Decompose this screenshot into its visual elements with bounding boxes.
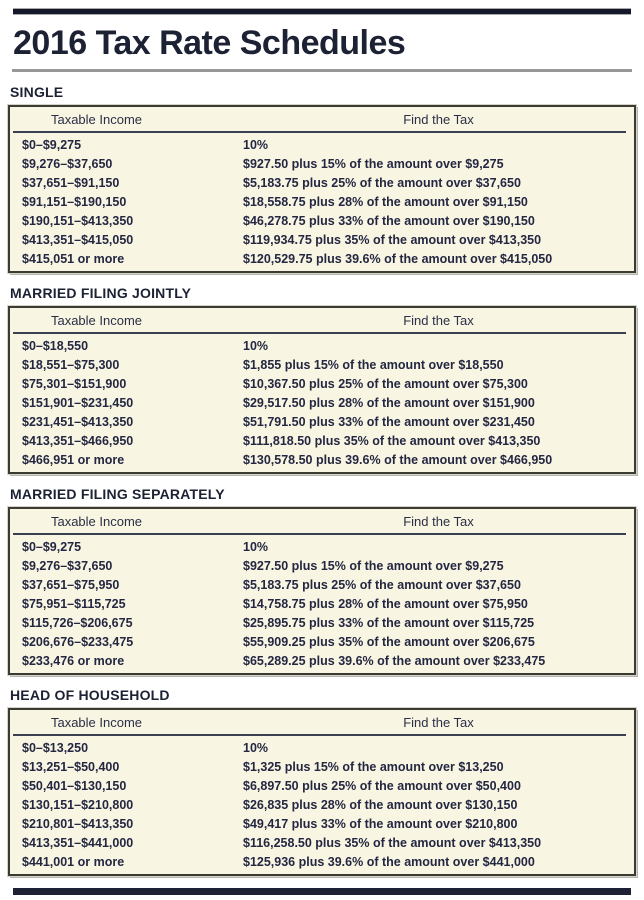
table-row [10,250,634,269]
table-row [10,432,634,451]
table-header-row [10,509,634,533]
income-range-cell: $0–$9,275 [22,540,82,554]
income-range-cell: $0–$9,275 [22,138,82,152]
tax-formula-cell: $1,325 plus 15% of the amount over $13,250 [243,760,504,774]
table-row [10,739,634,758]
income-range-cell: $37,651–$75,950 [22,578,120,592]
table-header-row [10,308,634,332]
income-range-cell: $130,151–$210,800 [22,798,134,812]
column-header-taxable-income: Taxable Income [50,312,143,328]
income-range-cell: $75,951–$115,725 [22,597,126,611]
tax-formula-cell: $120,529.75 plus 39.6% of the amount over $415,050 [243,252,553,266]
table-row [10,758,634,777]
table-row [10,633,634,652]
table-row [10,231,634,250]
tax-formula-cell: 10% [243,339,269,353]
schedule-married-filing-separately [8,486,636,675]
table-row [10,413,634,432]
table-row [10,193,634,212]
table-row [10,394,634,413]
income-range-cell: $413,351–$441,000 [22,836,134,850]
tax-formula-cell: $49,417 plus 33% of the amount over $210,800 [243,817,518,831]
tax-formula-cell: 10% [243,741,269,755]
tax-formula-cell: $51,791.50 plus 33% of the amount over $231,450 [243,415,535,429]
income-range-cell: $206,676–$233,475 [22,635,134,649]
table-row [10,136,634,155]
income-range-cell: $413,351–$415,050 [22,233,134,247]
tax-formula-cell: $927.50 plus 15% of the amount over $9,275 [243,157,504,171]
table-body [10,535,634,673]
tax-formula-cell: $111,818.50 plus 35% of the amount over $413,350 [243,434,541,448]
tax-formula-cell: $14,758.75 plus 28% of the amount over $75,950 [243,597,528,611]
tax-schedule-page [0,8,644,900]
income-range-cell: $210,801–$413,350 [22,817,134,831]
table-row [10,375,634,394]
page-title: 2016 Tax Rate Schedules [13,24,406,62]
income-range-cell: $466,951 or more [22,453,125,467]
tax-formula-cell: $116,258.50 plus 35% of the amount over $413,350 [243,836,542,850]
tax-formula-cell: $5,183.75 plus 25% of the amount over $37,650 [243,578,521,592]
income-range-cell: $75,301–$151,900 [22,377,127,391]
tax-formula-cell: $18,558.75 plus 28% of the amount over $91,150 [243,195,528,209]
tax-formula-cell: $10,367.50 plus 25% of the amount over $75,300 [243,377,528,391]
table-row [10,834,634,853]
table-row [10,853,634,872]
column-header-taxable-income: Taxable Income [50,111,143,127]
income-range-cell: $13,251–$50,400 [22,760,120,774]
table-row [10,796,634,815]
section-heading-single: SINGLE [10,84,64,100]
tax-formula-cell: $1,855 plus 15% of the amount over $18,550 [243,358,504,372]
tax-formula-cell: $6,897.50 plus 25% of the amount over $50,400 [243,779,521,793]
income-range-cell: $50,401–$130,150 [22,779,127,793]
table-row [10,576,634,595]
table-body [10,133,634,271]
section-heading-head-of-household: HEAD OF HOUSEHOLD [10,687,170,703]
table-row [10,595,634,614]
table-row [10,451,634,470]
table-row [10,557,634,576]
income-range-cell: $115,726–$206,675 [22,616,133,630]
schedule-single [8,84,636,273]
tax-formula-cell: $25,895.75 plus 33% of the amount over $115,725 [243,616,535,630]
income-range-cell: $231,451–$413,350 [22,415,134,429]
tax-formula-cell: $46,278.75 plus 33% of the amount over $190,150 [243,214,535,228]
table-row [10,614,634,633]
column-header-find-the-tax: Find the Tax [403,714,474,730]
table-row [10,212,634,231]
table-row [10,777,634,796]
tax-formula-cell: $26,835 plus 28% of the amount over $130,150 [243,798,518,812]
income-range-cell: $415,051 or more [22,252,125,266]
income-range-cell: $37,651–$91,150 [22,176,120,190]
schedule-married-filing-jointly [8,285,636,474]
tax-table-married-filing-jointly [8,306,636,474]
income-range-cell: $91,151–$190,150 [22,195,127,209]
table-row [10,337,634,356]
tax-formula-cell: $55,909.25 plus 35% of the amount over $206,675 [243,635,535,649]
top-rule-bar [13,8,631,15]
income-range-cell: $441,001 or more [22,855,125,869]
table-row [10,815,634,834]
bottom-rule-bar [13,888,631,895]
tax-formula-cell: $29,517.50 plus 28% of the amount over $151,900 [243,396,535,410]
income-range-cell: $151,901–$231,450 [22,396,134,410]
tax-formula-cell: 10% [243,138,269,152]
income-range-cell: $0–$13,250 [22,741,89,755]
income-range-cell: $9,276–$37,650 [22,157,113,171]
tax-formula-cell: $65,289.25 plus 39.6% of the amount over $233,475 [243,654,546,668]
tax-table-head-of-household [8,708,636,876]
table-body [10,736,634,874]
tax-formula-cell: $125,936 plus 39.6% of the amount over $441,000 [243,855,535,869]
table-header-row [10,107,634,131]
tax-formula-cell: $5,183.75 plus 25% of the amount over $37,650 [243,176,521,190]
table-header-row [10,710,634,734]
table-row [10,652,634,671]
table-row [10,356,634,375]
tax-table-single [8,105,636,273]
income-range-cell: $18,551–$75,300 [22,358,120,372]
tax-formula-cell: $130,578.50 plus 39.6% of the amount over $466,950 [243,453,553,467]
income-range-cell: $190,151–$413,350 [22,214,134,228]
title-divider [12,69,632,72]
income-range-cell: $233,476 or more [22,654,125,668]
table-row [10,155,634,174]
table-body [10,334,634,472]
tax-formula-cell: 10% [243,540,269,554]
section-heading-married-filing-jointly: MARRIED FILING JOINTLY [10,285,192,301]
tax-formula-cell: $119,934.75 plus 35% of the amount over $413,350 [243,233,542,247]
tax-formula-cell: $927.50 plus 15% of the amount over $9,275 [243,559,504,573]
income-range-cell: $413,351–$466,950 [22,434,134,448]
column-header-find-the-tax: Find the Tax [403,111,474,127]
section-heading-married-filing-separately: MARRIED FILING SEPARATELY [10,486,225,502]
income-range-cell: $0–$18,550 [22,339,89,353]
column-header-find-the-tax: Find the Tax [403,513,474,529]
table-row [10,174,634,193]
schedule-head-of-household [8,687,636,876]
income-range-cell: $9,276–$37,650 [22,559,113,573]
column-header-taxable-income: Taxable Income [50,513,143,529]
tax-table-married-filing-separately [8,507,636,675]
column-header-taxable-income: Taxable Income [50,714,143,730]
table-row [10,538,634,557]
column-header-find-the-tax: Find the Tax [403,312,474,328]
